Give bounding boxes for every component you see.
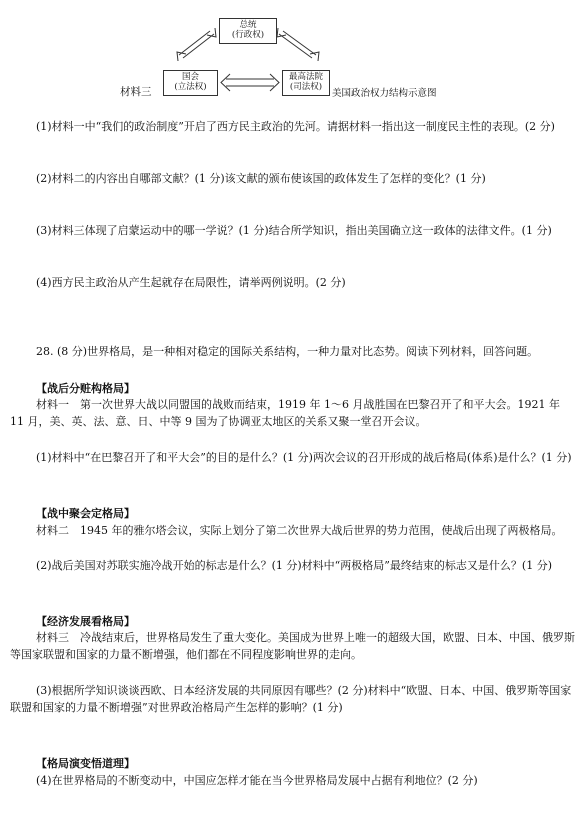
q28-intro: 28. (8 分)世界格局，是一种相对稳定的国际关系结构，一种力量对比态势。阅读下列材料，回答问题。 [36, 345, 539, 358]
material-three-text: 材料三 冷战结束后，世界格局发生了重大变化。美国成为世界上唯一的超级大国，欧盟、日本、中国、俄罗斯等国家联盟和国家的力量不断增强，他们都在不同程度影响世界的走向。 [10, 631, 575, 661]
congress-box [163, 70, 218, 96]
arrow-congress-president [177, 28, 216, 61]
congress-power-label: (立法权) [174, 82, 207, 92]
congress-label: 国会 [181, 72, 199, 82]
material-three-label: 材料三 [120, 86, 152, 98]
q28-part3: (3)根据所学知识谈谈西欧、日本经济发展的共同原因有哪些？(2 分)材料中“欧盟、日本、中国、俄罗斯等国家联盟和国家的力量不断增强”对世界政治格局产生怎样的影响？(1 分) [10, 684, 572, 714]
material-one-text: 材料一 第一次世界大战以同盟国的战败而结束，1919 年 1～6 月战胜国在巴黎召开了和平大会。1921 年 11 月，美、英、法、意、日、中等 9 国为了协调亚太地区的关系又聚一堂召开会议。 [10, 398, 560, 428]
supreme-court-power-label: (司法权) [289, 82, 323, 92]
q28-part1: (1)材料中“在巴黎召开了和平大会”的目的是什么？(1 分)两次会议的召开形成的战后格局(体系)是什么？(1 分) [36, 451, 572, 464]
supreme-court-box [282, 70, 330, 96]
section-heading-1: 【战后分赃构格局】 [36, 382, 135, 395]
section-heading-3: 【经济发展看格局】 [36, 615, 135, 628]
power-structure-diagram [0, 0, 587, 105]
president-power-label: (行政权) [231, 30, 265, 40]
q27-part4: (4)西方民主政治从产生起就存在局限性，请举两例说明。(2 分) [36, 276, 346, 289]
material-two-text: 材料二 1945 年的雅尔塔会议，实际上划分了第二次世界大战后世界的势力范围，使战后出现了两极格局。 [36, 524, 563, 537]
section-heading-4: 【格局演变悟道理】 [36, 757, 135, 770]
section-heading-2: 【战中聚会定格局】 [36, 507, 135, 520]
q28-part4: (4)在世界格局的不断变动中，中国应怎样才能在当今世界格局发展中占据有利地位？(2 分) [36, 774, 478, 787]
arrow-congress-court [221, 74, 279, 91]
diagram-caption: 美国政治权力结构示意图 [332, 88, 437, 99]
supreme-court-label: 最高法院 [288, 72, 323, 82]
president-label: 总统 [239, 20, 257, 30]
q28-part2: (2)战后美国对苏联实施冷战开始的标志是什么？(1 分)材料中“两极格局”最终结束的标志又是什么？(1 分) [36, 559, 552, 572]
arrow-president-court [277, 28, 319, 61]
q27-part1: (1)材料一中“我们的政治制度”开启了西方民主政治的先河。请据材料一指出这一制度民主性的表现。(2 分) [36, 120, 555, 133]
q27-part2: (2)材料二的内容出自哪部文献？(1 分)该文献的颁布使该国的政体发生了怎样的变化？(1 分) [36, 172, 486, 185]
q27-part3: (3)材料三体现了启蒙运动中的哪一学说？(1 分)结合所学知识，指出美国确立这一政体的法律文件。(1 分) [36, 224, 552, 237]
president-box [219, 18, 277, 44]
